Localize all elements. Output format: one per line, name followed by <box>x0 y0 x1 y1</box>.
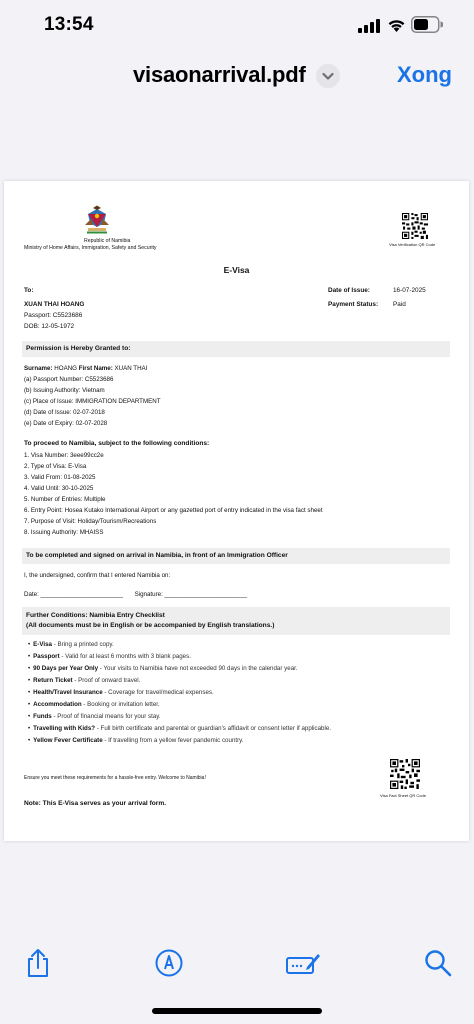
permission-heading-text: Permission is Hereby Granted to: <box>26 344 131 352</box>
permission-item: (e) Date of Expiry: 02-07-2028 <box>24 420 108 427</box>
search-icon[interactable] <box>423 948 453 978</box>
to-label: To: <box>24 287 34 294</box>
checklist-item: • Passport - Valid for at least 6 months with 3 blank pages. <box>28 653 191 660</box>
date-of-issue-value: 16-07-2025 <box>393 287 426 294</box>
bullet-icon: • <box>28 653 31 660</box>
qr-verification-caption: Visa Verification QR Code <box>389 242 436 247</box>
further-heading-line1: Further Conditions: Namibia Entry Checklist <box>26 611 165 619</box>
surname-line <box>24 365 147 373</box>
bullet-icon: • <box>28 713 31 720</box>
bullet-icon: • <box>28 665 31 672</box>
conditions-heading: To proceed to Namibia, subject to the following conditions: <box>24 440 210 447</box>
wifi-icon <box>387 17 406 32</box>
markup-icon[interactable] <box>154 948 184 978</box>
condition-item: 2. Type of Visa: E-Visa <box>24 463 87 470</box>
signature-line: Signature: ________________________ <box>134 591 248 598</box>
date-line: Date: ________________________ <box>24 591 124 598</box>
checklist-item: • Travelling with Kids? - Full birth certificate and parental or guardian's affidavit or consent letter if applicable. <box>28 725 332 732</box>
condition-item: 5. Number of Entries: Multiple <box>24 496 106 503</box>
permission-item: (b) Issuing Authority: Vietnam <box>24 387 105 394</box>
arrival-heading-text: To be completed and signed on arrival in Namibia, in front of an Immigration Officer <box>26 551 288 559</box>
bullet-icon: • <box>28 725 31 732</box>
bottom-toolbar <box>0 922 474 1024</box>
checklist-item: • Accommodation - Booking or invitation letter. <box>28 701 160 708</box>
first-name-value: XUAN THAI <box>114 365 148 372</box>
recipient-dob: DOB: 12-05-1972 <box>24 323 75 330</box>
further-conditions-heading <box>22 607 450 635</box>
status-bar <box>0 0 474 54</box>
bullet-icon: • <box>28 641 31 648</box>
ministry-line-2: Ministry of Home Affairs, Immigration, Safety and Security <box>24 245 157 251</box>
payment-status-value: Paid <box>393 301 406 308</box>
further-heading-line2: (All documents must be in English or be accompanied by English translations.) <box>26 622 275 629</box>
ministry-line-1: Republic of Namibia <box>84 238 131 244</box>
nav-bar <box>0 54 474 100</box>
first-name-label: First Name: <box>78 365 113 372</box>
ensure-text: Ensure you meet these requirements for a hassle-free entry. Welcome to Namibia! <box>24 775 206 781</box>
confirm-text: I, the undersigned, confirm that I entered Namibia on: <box>24 572 171 579</box>
bullet-icon: • <box>28 737 31 744</box>
condition-item: 6. Entry Point: Hosea Kutako International Airport or any gazetted port of entry indicated in the visa fact sheet <box>24 507 323 514</box>
recipient-passport: Passport: C5523686 <box>24 312 83 319</box>
pdf-page[interactable] <box>4 181 469 841</box>
date-of-issue-label: Date of Issue: <box>328 287 370 294</box>
evisa-title: E-Visa <box>223 265 250 275</box>
bullet-icon: • <box>28 677 31 684</box>
recipient-name: XUAN THAI HOANG <box>24 301 85 308</box>
checklist-item: • Health/Travel Insurance - Coverage for travel/medical expenses. <box>28 689 214 696</box>
condition-item: 3. Valid From: 01-08-2025 <box>24 474 96 481</box>
bullet-icon: • <box>28 689 31 696</box>
surname-label: Surname: <box>24 365 53 372</box>
permission-item: (a) Passport Number: C5523686 <box>24 376 114 383</box>
permission-item: (d) Date of Issue: 02-07-2018 <box>24 409 105 416</box>
arrival-heading <box>22 548 450 564</box>
condition-item: 1. Visa Number: 3eee99cc2e <box>24 452 104 459</box>
date-signature-line <box>24 591 247 599</box>
share-icon[interactable] <box>23 948 53 978</box>
condition-item: 7. Purpose of Visit: Holiday/Tourism/Recreations <box>24 518 157 525</box>
permission-heading <box>22 341 450 357</box>
condition-item: 4. Valid Until: 30-10-2025 <box>24 485 94 492</box>
cellular-signal-icon <box>358 19 380 33</box>
permission-item: (c) Place of Issue: IMMIGRATION DEPARTMENT <box>24 398 161 405</box>
qr-fact-sheet-caption: Visa Fact Sheet QR Code <box>380 793 426 798</box>
checklist-item: • Yellow Fever Certificate - If travelling from a yellow fever pandemic country. <box>28 737 244 744</box>
signature-icon[interactable] <box>285 948 321 978</box>
surname-value: HOANG <box>54 365 77 372</box>
document-viewer[interactable] <box>0 100 474 922</box>
chevron-down-icon <box>316 64 340 88</box>
namibia-coat-of-arms-icon <box>82 205 112 235</box>
done-button[interactable]: Xong <box>397 62 452 87</box>
condition-item: 8. Issuing Authority: MHAISS <box>24 529 104 536</box>
checklist-item: • Return Ticket - Proof of onward travel. <box>28 677 141 684</box>
status-time: 13:54 <box>44 14 94 35</box>
checklist-item: • E-Visa - Bring a printed copy. <box>28 641 114 648</box>
battery-icon <box>411 16 443 33</box>
bullet-icon: • <box>28 701 31 708</box>
payment-status-label: Payment Status: <box>328 301 379 308</box>
arrival-form-note: Note: This E-Visa serves as your arrival form. <box>24 800 167 807</box>
title-menu-button[interactable] <box>316 64 340 88</box>
visa-verification-qr-code <box>402 213 428 239</box>
home-indicator <box>152 1008 322 1014</box>
visa-fact-sheet-qr-code <box>390 759 420 789</box>
checklist-item: • 90 Days per Year Only - Your visits to Namibia have not exceeded 90 days in the calendar year. <box>28 665 298 672</box>
document-title[interactable]: visaonarrival.pdf <box>133 62 306 87</box>
checklist-item: • Funds - Proof of financial means for your stay. <box>28 713 161 720</box>
